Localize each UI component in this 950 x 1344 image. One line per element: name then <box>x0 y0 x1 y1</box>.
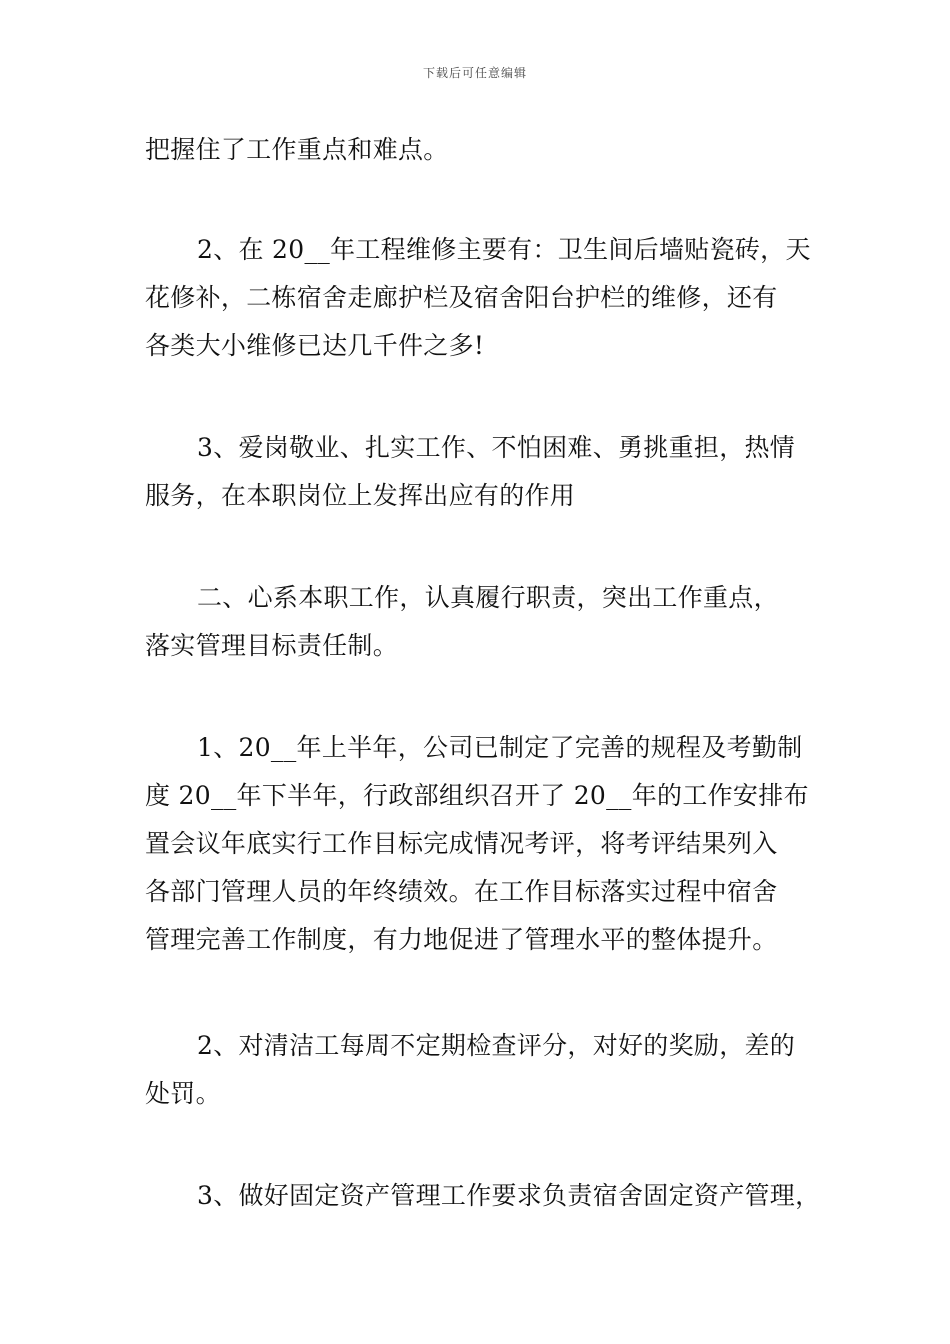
text-line: 2、在 20__年工程维修主要有：卫生间后墙贴瓷砖，天 <box>197 235 811 264</box>
text-line: 各部门管理人员的年终绩效。在工作目标落实过程中宿舍 <box>145 877 778 906</box>
text-line: 管理完善工作制度，有力地促进了管理水平的整体提升。 <box>145 925 778 954</box>
text-line: 二、心系本职工作，认真履行职责，突出工作重点， <box>197 583 779 612</box>
text-line: 服务，在本职岗位上发挥出应有的作用 <box>145 481 576 510</box>
text-line: 度 20__年下半年，行政部组织召开了 20__年的工作安排布 <box>145 781 809 810</box>
text-line: 置会议年底实行工作目标完成情况考评，将考评结果列入 <box>145 829 778 858</box>
text-line: 把握住了工作重点和难点。 <box>145 135 449 164</box>
section-heading-two <box>145 574 810 670</box>
text-line: 2、对清洁工每周不定期检查评分，对好的奖励，差的 <box>197 1031 796 1060</box>
text-line: 落实管理目标责任制。 <box>145 631 399 660</box>
paragraph-assets <box>145 1172 821 1220</box>
text-line: 3、爱岗敬业、扎实工作、不怕困难、勇挑重担，热情 <box>197 433 796 462</box>
text-line: 花修补，二栋宿舍走廊护栏及宿舍阳台护栏的维修，还有 <box>145 283 778 312</box>
text-line: 1、20__年上半年，公司已制定了完善的规程及考勤制 <box>197 733 803 762</box>
text-line: 处罚。 <box>145 1079 221 1108</box>
paragraph-attendance <box>145 724 810 964</box>
paragraph-dedication <box>145 424 810 520</box>
text-line: 3、做好固定资产管理工作要求负责宿舍固定资产管理， <box>197 1181 821 1210</box>
text-line: 各类大小维修已达几千件之多! <box>145 331 485 360</box>
paragraph-cleaning <box>145 1022 810 1118</box>
page-header: 下载后可任意编辑 <box>422 66 527 80</box>
paragraph-maintenance <box>145 226 810 370</box>
paragraph-continuation <box>145 126 810 174</box>
